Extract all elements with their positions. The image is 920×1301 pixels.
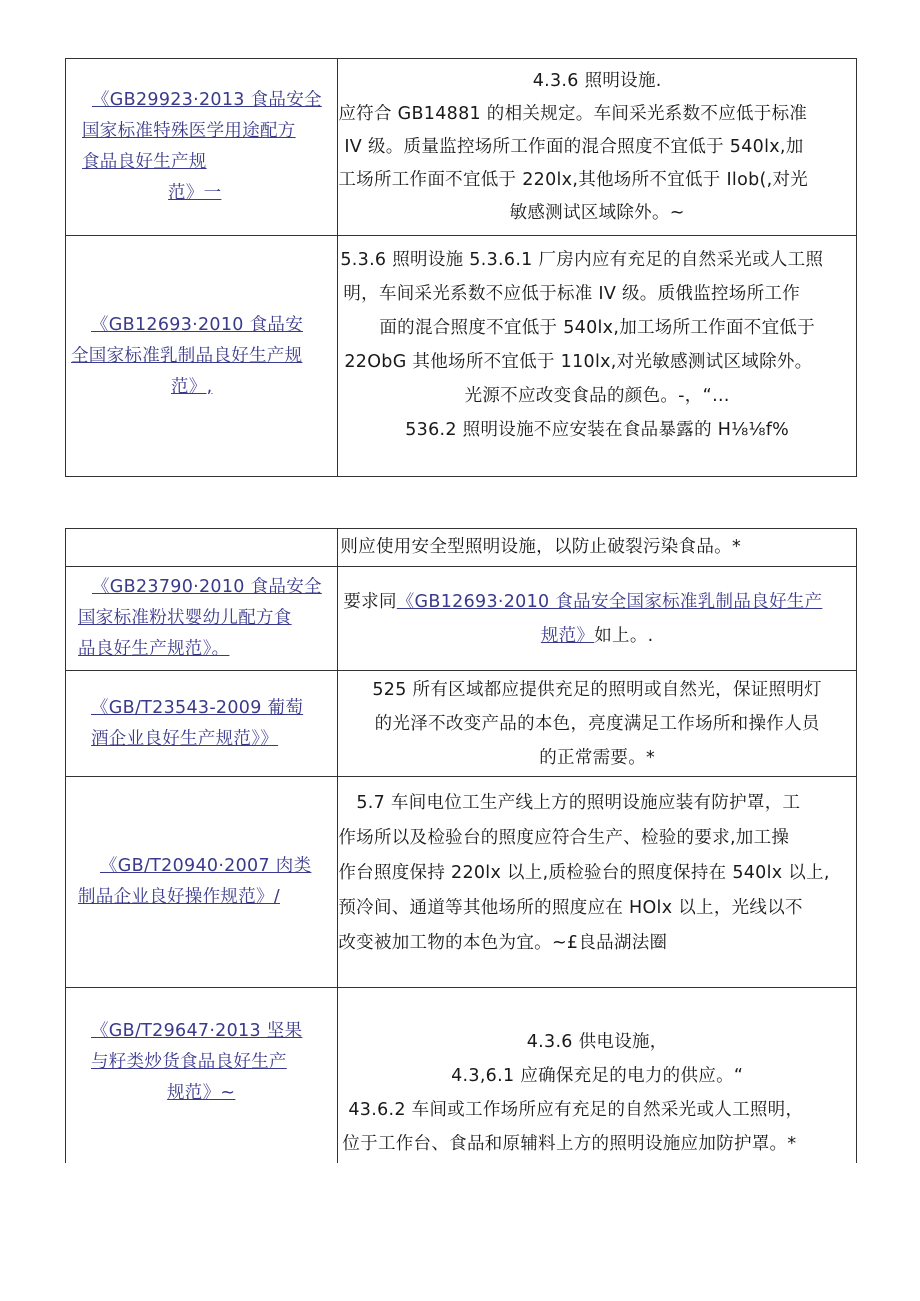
requirement-line: 4.3.6 照明设施. xyxy=(532,70,662,91)
requirement-line: 明，车间采光系数不应低于标准 IV 级。质俄监控场所工作 xyxy=(343,284,800,304)
requirement-cell xyxy=(338,59,857,236)
requirement-line: 5.3.6 照明设施 5.3.6.1 厂房内应有充足的自然采光或人工照 xyxy=(340,250,824,270)
requirement-cell xyxy=(338,671,857,777)
standard-name-line[interactable]: 《GB/T23543-2009 葡萄 xyxy=(91,697,304,718)
standard-name-line[interactable]: 《GB/T20940·2007 肉类 xyxy=(100,856,312,876)
standard-cell xyxy=(66,777,338,988)
requirement-cell xyxy=(338,988,857,1163)
referenced-standard-link[interactable]: 规范》 xyxy=(540,625,595,646)
table-row xyxy=(66,59,857,236)
requirement-cell xyxy=(338,567,857,671)
standard-cell xyxy=(66,988,338,1163)
standard-cell xyxy=(66,671,338,777)
requirement-cell xyxy=(338,236,857,477)
requirement-line: 43.6.2 车间或工作场所应有充足的自然采光或人工照明， xyxy=(348,1100,804,1120)
requirement-line: 敏感测试区域除外。~ xyxy=(509,202,685,223)
standard-name-line[interactable]: 食品良好生产规 xyxy=(82,152,207,172)
standard-name-line[interactable]: 范》一 xyxy=(168,183,222,203)
table-row xyxy=(66,529,857,567)
standard-name-line[interactable]: 制品企业良好操作规范》/ xyxy=(78,887,280,907)
table-row xyxy=(66,777,857,988)
standard-name-line[interactable]: 范》, xyxy=(171,376,213,397)
standard-name-line[interactable]: 《GB29923·2013 食品安全 xyxy=(92,90,322,110)
requirement-line: 面的混合照度不宜低于 540lx,加工场所工作面不宜低于 xyxy=(379,318,815,338)
standard-cell xyxy=(66,236,338,477)
standard-name-line[interactable]: 《GB/T29647·2013 坚果 xyxy=(91,1021,303,1041)
standard-name-line[interactable]: 与籽类炒货食品良好生产 xyxy=(91,1052,287,1072)
requirement-line: 作场所以及检验台的照度应符合生产、检验的要求,加工操 xyxy=(338,828,790,848)
requirement-line: IV 级。质量监控场所工作面的混合照度不宜低于 540lx,加 xyxy=(344,136,804,157)
standard-name-line[interactable]: 酒企业良好生产规范》》 xyxy=(91,728,279,749)
requirement-line: 改变被加工物的本色为宜。~£良品湖法圈 xyxy=(338,933,668,953)
requirement-line: 的正常需要。* xyxy=(539,747,656,768)
standard-cell xyxy=(66,529,338,567)
standard-name-line[interactable]: 国家标准粉状婴幼儿配方食 xyxy=(78,608,292,628)
requirement-cell xyxy=(338,529,857,567)
requirement-prefix: 要求同 xyxy=(343,591,397,612)
standard-name-line[interactable]: 品良好生产规范》。 xyxy=(78,639,230,659)
standard-name-line[interactable]: 《GB23790·2010 食品安全 xyxy=(92,577,322,597)
standard-name-line[interactable]: 规范》~ xyxy=(167,1083,236,1103)
requirement-line: 作台照度保持 220lx 以上,质检验台的照度保持在 540lx 以上, xyxy=(338,863,830,883)
requirement-line: 位于工作台、食品和原辅料上方的照明设施应加防护罩。* xyxy=(342,1134,797,1154)
referenced-standard-link[interactable]: 《GB12693·2010 食品安全国家标准乳制品良好生产 xyxy=(396,591,823,612)
requirement-line: 536.2 照明设施不应安装在食品暴露的 H⅛⅛f% xyxy=(405,420,790,440)
requirement-line: 525 所有区域都应提供充足的照明或自然光，保证照明灯 xyxy=(372,679,822,700)
requirement-line: 预冷间、通道等其他场所的照度应在 HOlx 以上，光线以不 xyxy=(338,898,803,918)
requirement-line xyxy=(338,585,856,619)
requirement-line: 5.7 车间电位工生产线上方的照明设施应装有防护罩，工 xyxy=(356,793,801,813)
requirement-suffix: 如上。. xyxy=(594,625,654,646)
requirement-line xyxy=(338,619,856,653)
requirement-line: 4.3.6 供电设施， xyxy=(526,1032,668,1052)
requirement-cell xyxy=(338,777,857,988)
requirement-line: 则应使用安全型照明设施，以防止破裂污染食品。* xyxy=(340,537,741,557)
comparison-table-2 xyxy=(65,528,857,1163)
standard-name-line[interactable]: 全国家标准乳制品良好生产规 xyxy=(71,345,303,366)
standard-name-line[interactable]: 国家标准特殊医学用途配方 xyxy=(82,121,296,141)
standard-cell xyxy=(66,59,338,236)
requirement-line: 22ObG 其他场所不宜低于 110lx,对光敏感测试区域除外。 xyxy=(344,352,813,372)
requirement-line: 工场所工作面不宜低于 220lx,其他场所不宜低于 Ilob(,对光 xyxy=(338,169,809,190)
table-row xyxy=(66,671,857,777)
table-row xyxy=(66,567,857,671)
comparison-table-1 xyxy=(65,58,857,477)
requirement-line: 光源不应改变食品的颜色。-，“… xyxy=(464,386,730,406)
requirement-line: 4.3,6.1 应确保充足的电力的供应。“ xyxy=(451,1066,744,1086)
standard-cell xyxy=(66,567,338,671)
table-row xyxy=(66,236,857,477)
requirement-line: 应符合 GB14881 的相关规定。车间采光系数不应低于标准 xyxy=(338,103,808,124)
standard-name-line[interactable]: 《GB12693·2010 食品安 xyxy=(91,314,303,335)
requirement-line: 的光泽不改变产品的本色，亮度满足工作场所和操作人员 xyxy=(374,713,820,734)
table-row xyxy=(66,988,857,1163)
